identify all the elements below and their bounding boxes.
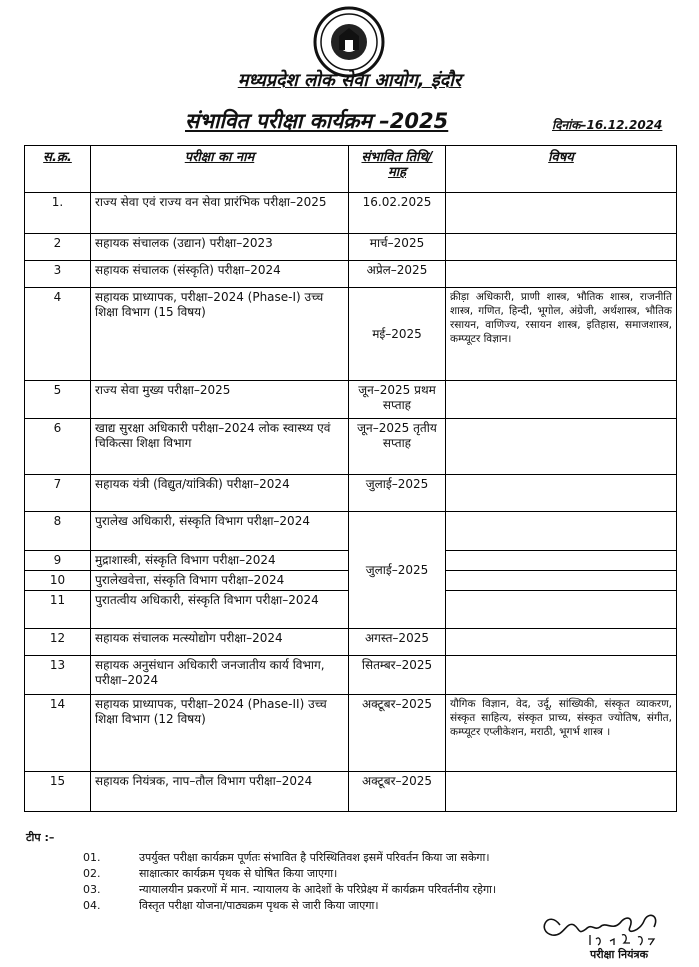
- issue-date: दिनांक–16.12.2024: [552, 118, 663, 132]
- row-exam-name: सहायक प्राध्यापक, परीक्षा–2024 (Phase-II) उच्च शिक्षा विभाग (12 विषय): [91, 695, 349, 772]
- row-exam-name: सहायक संचालक (संस्कृति) परीक्षा–2024: [91, 261, 349, 288]
- row-sno: 14: [25, 695, 91, 772]
- note-number: 04.: [83, 899, 101, 912]
- row-date: जुलाई–2025: [349, 475, 446, 512]
- row-date: 16.02.2025: [349, 193, 446, 234]
- row-exam-name: सहायक अनुसंधान अधिकारी जनजातीय कार्य विभाग, परीक्षा–2024: [91, 656, 349, 695]
- row-sno: 12: [25, 629, 91, 656]
- table-row: [25, 656, 677, 695]
- page-title: संभावित परीक्षा कार्यक्रम –2025: [185, 109, 449, 133]
- row-sno: 5: [25, 381, 91, 419]
- row-exam-name: सहायक नियंत्रक, नाप–तौल विभाग परीक्षा–2024: [91, 772, 349, 812]
- table-header-row: [25, 146, 677, 193]
- note-item: [26, 899, 496, 913]
- note-number: 01.: [83, 851, 101, 864]
- row-subject: क्रीड़ा अधिकारी, प्राणी शास्त्र, भौतिक शास्त्र, राजनीति शास्त्र, गणित, हिन्दी, भूगोल, अंग्रेजी, अर्थशास्त्र, भौतिक रसायन, वाणिज्य, रसायन शास्त्र, इतिहास, समाजशास्त्र, कम्प्यूटर विज्ञान।: [446, 288, 677, 381]
- notes-section: [26, 830, 496, 915]
- table-row: [25, 381, 677, 419]
- note-text: साक्षात्कार कार्यक्रम पृथक से घोषित किया जाएगा।: [139, 867, 338, 880]
- row-date: जुलाई–2025: [349, 512, 446, 629]
- table-row: [25, 288, 677, 381]
- exam-schedule-table: [24, 145, 677, 812]
- row-exam-name: मुद्राशास्त्री, संस्कृति विभाग परीक्षा–2024: [91, 551, 349, 571]
- row-subject: [446, 234, 677, 261]
- row-subject: [446, 261, 677, 288]
- row-subject: यौगिक विज्ञान, वेद, उर्दू, सांख्यिकी, संस्कृत व्याकरण, संस्कृत साहित्य, संस्कृत प्राच्य, संस्कृत ज्योतिष, संगीत, कम्प्यूटर एप्लीकेशन, मराठी, भूगर्भ शास्त्र ।: [446, 695, 677, 772]
- signature-block: [530, 895, 690, 965]
- column-header-exam-name: परीक्षा का नाम: [91, 146, 349, 193]
- row-sno: 9: [25, 551, 91, 571]
- note-number: 02.: [83, 867, 101, 880]
- row-sno: 11: [25, 591, 91, 629]
- row-sno: 13: [25, 656, 91, 695]
- row-exam-name: पुरालेख अधिकारी, संस्कृति विभाग परीक्षा–2024: [91, 512, 349, 551]
- row-sno: 7: [25, 475, 91, 512]
- column-header-subject: विषय: [446, 146, 677, 193]
- table-row: [25, 695, 677, 772]
- row-subject: [446, 656, 677, 695]
- row-sno: 4: [25, 288, 91, 381]
- note-item: [26, 867, 496, 881]
- signatory-designation: परीक्षा नियंत्रक: [590, 948, 649, 961]
- row-sno: 8: [25, 512, 91, 551]
- row-date: सितम्बर–2025: [349, 656, 446, 695]
- row-subject: [446, 591, 677, 629]
- note-item: [26, 851, 496, 865]
- row-subject: [446, 512, 677, 551]
- row-subject: [446, 551, 677, 571]
- row-sno: 2: [25, 234, 91, 261]
- row-subject: [446, 571, 677, 591]
- row-date: अप्रेल–2025: [349, 261, 446, 288]
- organization-name: मध्यप्रदेश लोक सेवा आयोग, इंदौर: [237, 70, 462, 91]
- row-date: जून–2025 तृतीय सप्ताह: [349, 419, 446, 475]
- row-date: मार्च–2025: [349, 234, 446, 261]
- note-text: उपर्युक्त परीक्षा कार्यक्रम पूर्णतः संभावित है परिस्थितिवश इसमें परिवर्तन किया जा सकेगा।: [139, 851, 490, 864]
- row-exam-name: पुरालेखवेत्ता, संस्कृति विभाग परीक्षा–2024: [91, 571, 349, 591]
- table-row: [25, 234, 677, 261]
- row-sno: 6: [25, 419, 91, 475]
- row-exam-name: पुरातत्वीय अधिकारी, संस्कृति विभाग परीक्षा–2024: [91, 591, 349, 629]
- table-row: [25, 261, 677, 288]
- row-sno: 3: [25, 261, 91, 288]
- note-text: न्यायालयीन प्रकरणों में मान. न्यायालय के आदेशों के परिप्रेक्ष्य में कार्यक्रम परिवर्तनीय रहेगा।: [139, 883, 497, 896]
- row-date: अगस्त–2025: [349, 629, 446, 656]
- note-item: [26, 883, 496, 897]
- row-sno: 10: [25, 571, 91, 591]
- row-date: जून–2025 प्रथम सप्ताह: [349, 381, 446, 419]
- row-exam-name: सहायक प्राध्यापक, परीक्षा–2024 (Phase-I) उच्च शिक्षा विभाग (15 विषय): [91, 288, 349, 381]
- row-exam-name: सहायक यंत्री (विद्युत/यांत्रिकी) परीक्षा–2024: [91, 475, 349, 512]
- row-exam-name: राज्य सेवा एवं राज्य वन सेवा प्रारंभिक परीक्षा–2025: [91, 193, 349, 234]
- row-exam-name: सहायक संचालक मत्स्योद्योग परीक्षा–2024: [91, 629, 349, 656]
- row-date: अक्टूबर–2025: [349, 695, 446, 772]
- note-text: विस्तृत परीक्षा योजना/पाठ्यक्रम पृथक से जारी किया जाएगा।: [139, 899, 379, 912]
- row-date: अक्टूबर–2025: [349, 772, 446, 812]
- row-subject: [446, 772, 677, 812]
- row-exam-name: राज्य सेवा मुख्य परीक्षा–2025: [91, 381, 349, 419]
- row-subject: [446, 629, 677, 656]
- row-subject: [446, 193, 677, 234]
- row-exam-name: सहायक संचालक (उद्यान) परीक्षा–2023: [91, 234, 349, 261]
- row-sno: 15: [25, 772, 91, 812]
- row-subject: [446, 419, 677, 475]
- column-header-sno: स.क्र.: [25, 146, 91, 193]
- row-exam-name: खाद्य सुरक्षा अधिकारी परीक्षा–2024 लोक स्वास्थ्य एवं चिकित्सा शिक्षा विभाग: [91, 419, 349, 475]
- notes-label: टीप :–: [26, 831, 55, 844]
- table-row: [25, 419, 677, 475]
- table-row: [25, 193, 677, 234]
- table-row: [25, 512, 677, 551]
- handwritten-signature-icon: [530, 895, 690, 947]
- column-header-date: संभावित तिथि/माह: [349, 146, 446, 193]
- table-row: [25, 475, 677, 512]
- note-number: 03.: [83, 883, 101, 896]
- table-row: [25, 629, 677, 656]
- row-date: मई–2025: [349, 288, 446, 381]
- row-sno: 1.: [25, 193, 91, 234]
- row-subject: [446, 381, 677, 419]
- table-row: [25, 772, 677, 812]
- row-subject: [446, 475, 677, 512]
